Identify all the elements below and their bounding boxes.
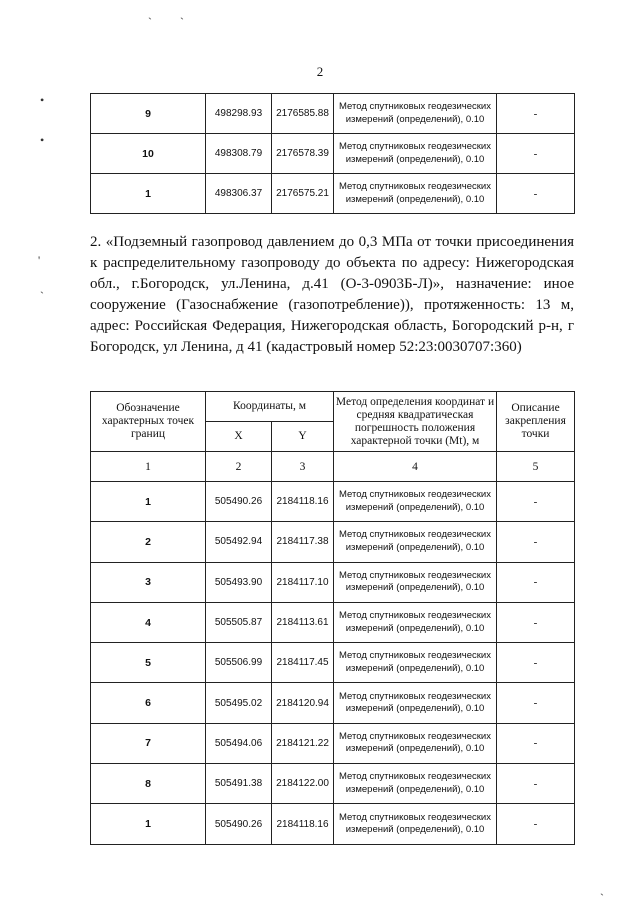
x-coordinate-cell: 498298.93 <box>206 94 272 134</box>
method-cell: Метод спутниковых геодезических измерений (определений), 0.10 <box>334 134 497 174</box>
coordinates-table <box>90 391 575 845</box>
method-cell: Метод спутниковых геодезических измерений (определений), 0.10 <box>334 723 497 763</box>
x-coordinate-cell: 505492.94 <box>206 522 272 562</box>
x-coordinate-cell: 505490.26 <box>206 804 272 844</box>
y-coordinate-cell: 2184120.94 <box>272 683 334 723</box>
y-coordinate-cell: 2184118.16 <box>272 482 334 522</box>
margin-mark: ˎ <box>40 280 44 294</box>
header-description: Описание закрепления точки <box>497 392 575 452</box>
x-coordinate-cell: 498306.37 <box>206 174 272 214</box>
x-coordinate-cell: 498308.79 <box>206 134 272 174</box>
page-number: 2 <box>316 64 324 79</box>
fixation-description-cell: - <box>497 562 575 602</box>
table-row <box>91 683 575 723</box>
x-coordinate-cell: 505494.06 <box>206 723 272 763</box>
coordinates-table-continued <box>90 93 575 214</box>
x-coordinate-cell: 505490.26 <box>206 482 272 522</box>
fixation-description-cell: - <box>497 804 575 844</box>
fixation-description-cell: - <box>497 482 575 522</box>
header-coordinates: Координаты, м <box>206 392 334 422</box>
y-coordinate-cell: 2184117.10 <box>272 562 334 602</box>
fixation-description-cell: - <box>497 643 575 683</box>
column-index: 4 <box>334 452 497 482</box>
point-number-cell: 3 <box>91 562 206 602</box>
point-number-cell: 1 <box>91 482 206 522</box>
column-index: 5 <box>497 452 575 482</box>
method-cell: Метод спутниковых геодезических измерений (определений), 0.10 <box>334 482 497 522</box>
column-index: 2 <box>206 452 272 482</box>
fixation-description-cell: - <box>497 134 575 174</box>
point-number-cell: 5 <box>91 643 206 683</box>
fixation-description-cell: - <box>497 522 575 562</box>
table-row <box>91 764 575 804</box>
table-row <box>91 804 575 844</box>
x-coordinate-cell: 505491.38 <box>206 764 272 804</box>
column-index-row <box>91 452 575 482</box>
y-coordinate-cell: 2176575.21 <box>272 174 334 214</box>
y-coordinate-cell: 2176578.39 <box>272 134 334 174</box>
fixation-description-cell: - <box>497 602 575 642</box>
fixation-description-cell: - <box>497 764 575 804</box>
table-row <box>91 562 575 602</box>
margin-mark: ' <box>38 253 41 267</box>
method-cell: Метод спутниковых геодезических измерений (определений), 0.10 <box>334 94 497 134</box>
table-row <box>91 174 575 214</box>
fixation-description-cell: - <box>497 94 575 134</box>
table-row <box>91 643 575 683</box>
table-row <box>91 723 575 763</box>
table-row <box>91 94 575 134</box>
point-number-cell: 10 <box>91 134 206 174</box>
point-number-cell: 2 <box>91 522 206 562</box>
header-designation: Обозначение характерных точек границ <box>91 392 206 452</box>
table-row <box>91 134 575 174</box>
y-coordinate-cell: 2184117.45 <box>272 643 334 683</box>
fixation-description-cell: - <box>497 683 575 723</box>
y-coordinate-cell: 2176585.88 <box>272 94 334 134</box>
margin-mark: • <box>40 93 45 107</box>
method-cell: Метод спутниковых геодезических измерений (определений), 0.10 <box>334 522 497 562</box>
method-cell: Метод спутниковых геодезических измерений (определений), 0.10 <box>334 602 497 642</box>
y-coordinate-cell: 2184113.61 <box>272 602 334 642</box>
point-number-cell: 8 <box>91 764 206 804</box>
margin-mark: ˎ <box>180 6 184 20</box>
method-cell: Метод спутниковых геодезических измерений (определений), 0.10 <box>334 174 497 214</box>
fixation-description-cell: - <box>497 723 575 763</box>
y-coordinate-cell: 2184117.38 <box>272 522 334 562</box>
table-row <box>91 522 575 562</box>
method-cell: Метод спутниковых геодезических измерений (определений), 0.10 <box>334 804 497 844</box>
margin-mark: • <box>40 133 45 147</box>
column-index: 1 <box>91 452 206 482</box>
header-x: X <box>206 422 272 452</box>
margin-mark: ˎ <box>600 882 604 896</box>
y-coordinate-cell: 2184122.00 <box>272 764 334 804</box>
method-cell: Метод спутниковых геодезических измерений (определений), 0.10 <box>334 764 497 804</box>
header-method: Метод определения координат и средняя квадратическая погрешность положения характерной точки (Mt), м <box>334 392 497 452</box>
method-cell: Метод спутниковых геодезических измерений (определений), 0.10 <box>334 643 497 683</box>
header-y: Y <box>272 422 334 452</box>
point-number-cell: 1 <box>91 174 206 214</box>
x-coordinate-cell: 505493.90 <box>206 562 272 602</box>
column-index: 3 <box>272 452 334 482</box>
y-coordinate-cell: 2184121.22 <box>272 723 334 763</box>
x-coordinate-cell: 505506.99 <box>206 643 272 683</box>
method-cell: Метод спутниковых геодезических измерений (определений), 0.10 <box>334 562 497 602</box>
table-row <box>91 482 575 522</box>
point-number-cell: 1 <box>91 804 206 844</box>
object-description-paragraph: 2. «Подземный газопровод давлением до 0,3 МПа от точки присоединения к распределительному газопроводу до объекта по адресу: Нижегородская обл., г.Богородск, ул.Ленина, д.41 (О-3-0903Б-Л)», назначение: иное сооружение (Газоснабжение (газопотребление)), протяженность: 13 м, адрес: Российская Федерация, Нижегородская область, Богородский р-н, г Богородск, ул Ленина, д 41 (кадастровый номер 52:23:0030707:360) <box>90 234 574 355</box>
method-cell: Метод спутниковых геодезических измерений (определений), 0.10 <box>334 683 497 723</box>
y-coordinate-cell: 2184118.16 <box>272 804 334 844</box>
x-coordinate-cell: 505495.02 <box>206 683 272 723</box>
x-coordinate-cell: 505505.87 <box>206 602 272 642</box>
point-number-cell: 9 <box>91 94 206 134</box>
fixation-description-cell: - <box>497 174 575 214</box>
margin-mark: ˎ <box>148 6 152 20</box>
table-row <box>91 602 575 642</box>
point-number-cell: 6 <box>91 683 206 723</box>
point-number-cell: 4 <box>91 602 206 642</box>
point-number-cell: 7 <box>91 723 206 763</box>
